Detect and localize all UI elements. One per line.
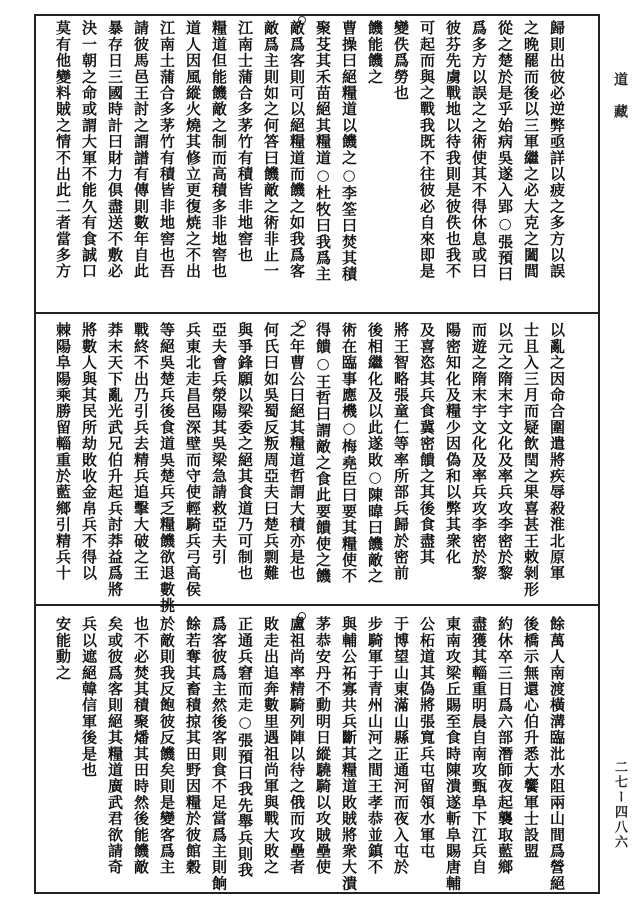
margin-page-number: 二七ー四八六 (612, 760, 627, 850)
text-column: 彼芬先虜戰地以待我則是彼佚也我不 (444, 20, 462, 280)
text-column: 饑能饑之 (366, 20, 384, 85)
text-column: 餘萬人南渡橫溝臨沘水阻兩山間爲營絕 (548, 616, 566, 892)
text-column: 茅恭安丹不動明日縱驍騎以攻賊壘使 (314, 616, 332, 876)
panel-divider-bottom (36, 604, 598, 606)
text-column: 兵以遮絕韓信軍後是也 (80, 616, 98, 778)
text-panel-middle (36, 318, 598, 614)
text-column: 之晚罷而後以三軍繼之必大克之闔閭 (522, 20, 540, 280)
text-panel-bottom (36, 612, 598, 892)
text-column: 步騎軍于青州山河之間王孝恭並鎮不 (366, 616, 384, 876)
text-column: 從之楚於是乎始病吳遂入郢○張預曰 (496, 20, 514, 283)
text-column: 也不必焚其積聚燔其田時然後能饑敵 (132, 616, 150, 876)
text-column: 陽密知化及糧少因偽和以弊其衆化 (444, 322, 462, 565)
text-column: 而遊之隋末宇文化及率兵攻李密於黎 (470, 322, 488, 582)
text-column: 兵東北走昌邑深壁而守使輕騎兵弓高侯 (184, 322, 202, 598)
text-column: 莫有他變料賊之情不出此二者當多方 (54, 20, 72, 280)
text-column: 於敵則我反飽彼反饑矣則是變客爲主 (158, 616, 176, 876)
panel-divider-top (36, 312, 598, 314)
text-column: 于博望山東滿山縣正通河而夜入屯於 (392, 616, 410, 876)
text-column: 餘若奪其畜積掠其田野因糧於彼館穀 (184, 616, 202, 876)
text-column: 術在臨事應機○梅堯臣曰要其糧使不 (340, 322, 358, 585)
text-column: 以亂之因命合圍遣將疾辱殺淮北原軍 (548, 322, 566, 582)
text-column: 道人因風縱火燒其修立更復焼之不出 (184, 20, 202, 280)
text-column: 與爭鋒願以梁委之絕其食道乃可制也 (236, 322, 254, 582)
text-column: 盡獲其輜重明晨自南攻甄阜下江兵自 (470, 616, 488, 876)
text-column: 請彼馬邑王討之謂譜有傳則數年自此 (132, 20, 150, 280)
text-column: 盧祖尚率精騎列陣以待之俄而攻壘者 (288, 616, 306, 876)
text-column: 東南攻梁丘賜至食時陳潰遂斬阜賜唐輔 (444, 616, 462, 892)
text-column: 敵爲主則如之何答曰饑敵之術非止一 (262, 20, 280, 280)
text-panel-top (36, 16, 598, 310)
text-column: 將王智略張童仁等率所部兵歸於密前 (392, 322, 410, 582)
text-column: 之年曹公曰絕其糧道哲謂大積亦是也 (288, 322, 306, 582)
text-column: 歸則出彼必逆弊亟詳以疲之多方以誤 (548, 20, 566, 280)
text-column: 曹操曰絕糧道以饑之○李筌曰焚其積 (340, 20, 358, 283)
text-column: 安能動之 (54, 616, 72, 681)
text-column: 以元之隋末宇文化及率兵攻李密於黎 (496, 322, 514, 582)
text-column: 江南土蒲合多茅竹有積皆非地窖也吾 (158, 20, 176, 280)
text-column: 約休卒三日爲六部潛師夜起襲取藍鄉 (496, 616, 514, 876)
margin-title: 道 藏 (612, 72, 628, 120)
text-column: 將數人與其民所劫敗收金帛兵不得以 (80, 322, 98, 582)
text-column: 暴存日三國時計曰財力俱盡送不敷必 (106, 20, 124, 280)
text-column: 矣或彼爲客則絕其糧道廣武君欲請奇 (106, 616, 124, 876)
text-column: 變佚爲勞也 (392, 20, 410, 101)
text-column: 得饋○王哲曰謂敵之食此要饋使之饑 (314, 322, 332, 585)
text-column: 敵爲客則可以絕糧道而饑之如我爲客 (288, 20, 306, 280)
text-column: 士且入三月而疑飲閏之果喜甚王敕剝形 (522, 322, 540, 598)
text-column: 可起而與之戰我既不往彼必自來即是 (418, 20, 436, 280)
text-column: 公柘道其偽將張寬兵屯留領水軍屯 (418, 616, 436, 859)
text-column: 後橋示無還心伯升悉大饗軍士設盟 (522, 616, 540, 859)
text-column: 正通兵窘而走○張預曰我先舉兵則我 (236, 616, 254, 879)
text-column: 及喜恣其兵食冀密饋之其後食盡其 (418, 322, 436, 565)
text-column: 江南士蒲合多茅竹有積皆非地窖也 (236, 20, 254, 263)
text-column: 與輔公祏寡共兵斷其糧道敗賊將衆大潰 (340, 616, 358, 892)
text-column: 棘陽阜陽乘勝留輜重於藍鄉引精兵十 (54, 322, 72, 582)
text-column: 亞夫會兵滎陽其吳梁急請救亞夫引 (210, 322, 228, 565)
text-column: 糧道但能饑敵之制而高積多非地窖也 (210, 20, 228, 280)
text-column: 敗走出追奔數里遇祖尚軍與戰大敗之 (262, 616, 280, 876)
text-column: 聚芟其禾苗絕其糧道○杜牧曰我爲主 (314, 20, 332, 283)
text-column: 爲多方以誤之之術使其不得休息或曰 (470, 20, 488, 280)
text-column: 何氏曰如吳蜀反叛周亞夫曰楚兵剽難 (262, 322, 280, 582)
text-column: 爲客彼爲主然後客則食不足當爲主則餉 (210, 616, 228, 892)
text-column: 後相繼化及以此遂敗○陳暐曰饑敵之 (366, 322, 384, 585)
text-column: 莽末天下亂光武兄伯升起兵討莽益爲將 (106, 322, 124, 598)
text-column: 等絕吳楚兵後食道吳楚兵乏糧饑欲退數挑 (158, 322, 176, 614)
text-column: 決一朝之命或謂大軍不能久有食誠口 (80, 20, 98, 280)
text-column: 戰終不出乃引兵去精兵追擊大破之王 (132, 322, 150, 582)
